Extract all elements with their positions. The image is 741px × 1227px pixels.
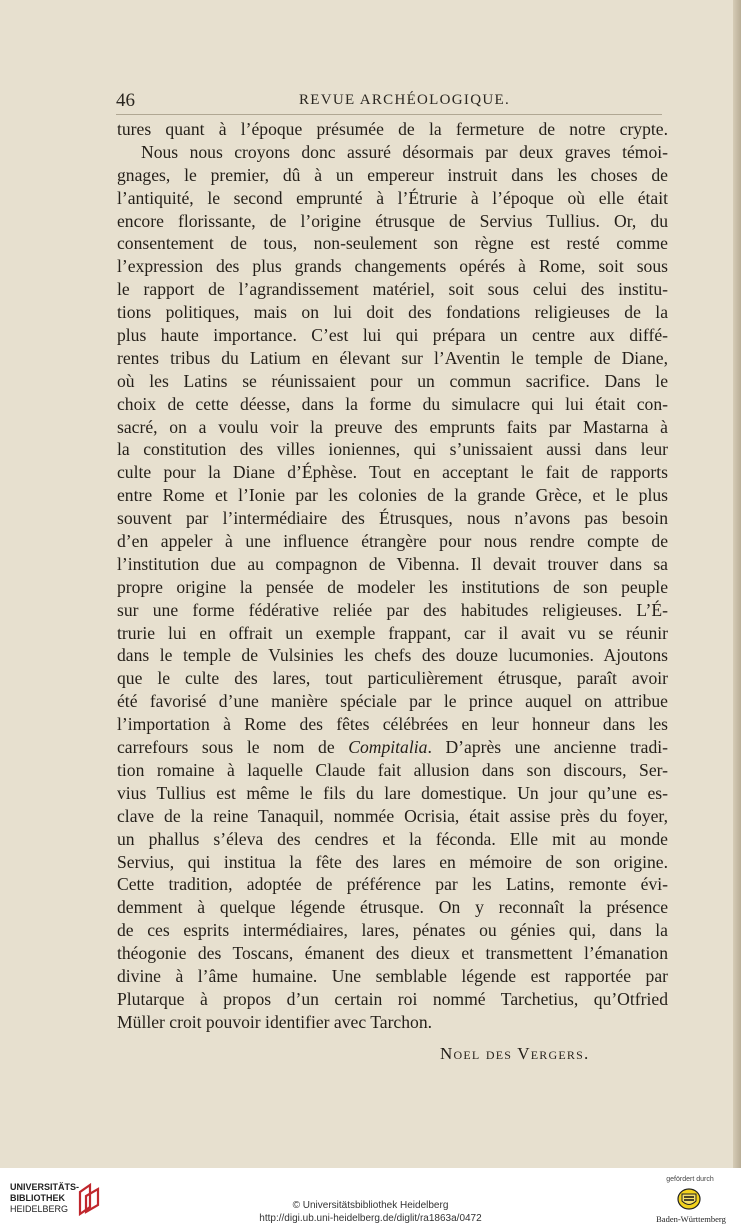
text-line: sur une forme fédérative reliée par des habitudes religieuses. L’É- <box>117 599 668 620</box>
text-line: tures quant à l’époque présumée de la fermeture de notre crypte. <box>117 119 668 139</box>
text-line: choix de cette déesse, dans la forme du simulacre qui lui était con- <box>117 393 668 414</box>
library-name-line: BIBLIOTHEK <box>10 1193 65 1203</box>
text-line: l’importation à Rome des fêtes célébrées en leur honneur dans les <box>117 714 668 735</box>
page-edge <box>733 0 741 1168</box>
text-line: la constitution des villes ioniennes, qui s’unissaient aussi dans leur <box>117 439 668 460</box>
text-line-start: carrefours sous le nom de <box>117 737 349 758</box>
running-title: REVUE ARCHÉOLOGIQUE. <box>299 92 510 108</box>
text-line: encore florissante, de l’origine étrusque de Servius Tullius. Or, du <box>117 210 668 231</box>
text-line: Cette tradition, adoptée de préférence par les Latins, remonte évi- <box>117 874 668 895</box>
text-line: sacré, on a voulu voir la preuve des emprunts faits par Mastarna à <box>117 416 668 437</box>
text-line: souvent par l’intermédiaire des Étrusques, nous n’avons pas besoin <box>117 508 668 529</box>
copyright-notice: © Universitätsbibliothek Heidelberg <box>292 1200 449 1211</box>
coat-of-arms-icon <box>676 1187 702 1211</box>
text-line: entre Rome et l’Ionie par les colonies de la grande Grèce, et le plus <box>117 485 668 506</box>
text-line: tions politiques, mais on lui doit des fondations religieuses de la <box>117 302 668 323</box>
sponsor-label: gefördert durch <box>666 1176 714 1183</box>
text-line: de ces esprits intermédiaires, lares, pénates ou génies qui, dans la <box>117 920 668 941</box>
text-line: demment à quelque légende étrusque. On y reconnaît la présence <box>117 897 668 918</box>
text-line-end: . D’après une ancienne tradi- <box>427 737 668 758</box>
text-line: propre origine la pensée de modeler les institutions de son peuple <box>117 576 668 597</box>
text-line: Nous nous croyons donc assuré désormais par deux graves témoi- <box>141 141 668 162</box>
text-line: consentement de tous, non-seulement son règne est resté comme <box>117 233 668 254</box>
author-signature: Noel des Vergers. <box>440 1044 590 1063</box>
text-line: vius Tullius est même le fils du lare domestique. Un jour qu’une es- <box>117 782 668 803</box>
text-line: tion romaine à laquelle Claude fait allusion dans son discours, Ser- <box>117 759 668 780</box>
digitization-footer <box>0 1168 741 1227</box>
text-line: Plutarque à propos d’un certain roi nommé Tarchetius, qu’Otfried <box>117 988 668 1009</box>
text-line: d’en appeler à une influence étrangère pour nous rendre compte de <box>117 531 668 552</box>
text-line: où les Latins se réunissaient pour un commun sacrifice. Dans le <box>117 370 668 391</box>
text-line: le rapport de l’agrandissement matériel, soit sous celui des institu- <box>117 279 668 300</box>
text-line: été favorisé d’une manière spéciale par le prince auquel on attribue <box>117 691 668 712</box>
source-url-link[interactable]: http://digi.ub.uni-heidelberg.de/diglit/ra1863a/0472 <box>259 1213 482 1224</box>
text-line <box>117 736 668 759</box>
running-header <box>116 90 662 112</box>
text-line: un phallus s’éleva des cendres et la féconda. Elle mit au monde <box>117 828 668 849</box>
library-name-line: HEIDELBERG <box>10 1204 69 1214</box>
body-text <box>117 118 668 1034</box>
italic-term: Compitalia <box>348 737 428 758</box>
text-line: que le culte des lares, tout particulièrement étrusque, paraît avoir <box>117 668 668 689</box>
text-line: Servius, qui institua la fête des lares en mémoire de son origine. <box>117 851 668 872</box>
text-line: clave de la reine Tanaquil, nommée Ocrisia, était assise près du foyer, <box>117 805 668 826</box>
text-line: Müller croit pouvoir identifier avec Tarchon. <box>117 1011 433 1032</box>
text-line: divine à l’âme humaine. Une semblable légende est rapportée par <box>117 965 668 986</box>
text-line: l’expression des plus grands changements opérés à Rome, soit sous <box>117 256 668 277</box>
sponsor-name: Baden-Württemberg <box>656 1214 726 1224</box>
text-line: gnages, le premier, dû à un empereur instruit dans les choses de <box>117 164 668 185</box>
text-line: culte pour la Diane d’Éphèse. Tout en acceptant le fait de rapports <box>117 462 668 483</box>
text-line: l’antiquité, le second emprunté à l’Étrurie à l’époque où elle était <box>117 187 668 208</box>
page-number: 46 <box>116 90 135 111</box>
text-line: dans le temple de Vulsinies les chefs des douze lucumonies. Ajoutons <box>117 645 668 666</box>
text-line: l’institution due au compagnon de Vibenna. Il devait trouver dans sa <box>117 553 668 574</box>
header-rule <box>116 114 662 115</box>
text-line: trurie lui en offrait un exemple frappant, car il avait vu se réunir <box>117 622 668 643</box>
text-line: théogonie des Toscans, émanent des dieux et transmettent l’émanation <box>117 943 668 964</box>
text-line: plus haute importance. C’est lui qui prépara un centre aux diffé- <box>117 325 668 346</box>
library-name-line: UNIVERSITÄTS- <box>10 1182 80 1192</box>
text-line: rentes tribus du Latium en élevant sur l’Aventin le temple de Diane, <box>117 347 668 368</box>
